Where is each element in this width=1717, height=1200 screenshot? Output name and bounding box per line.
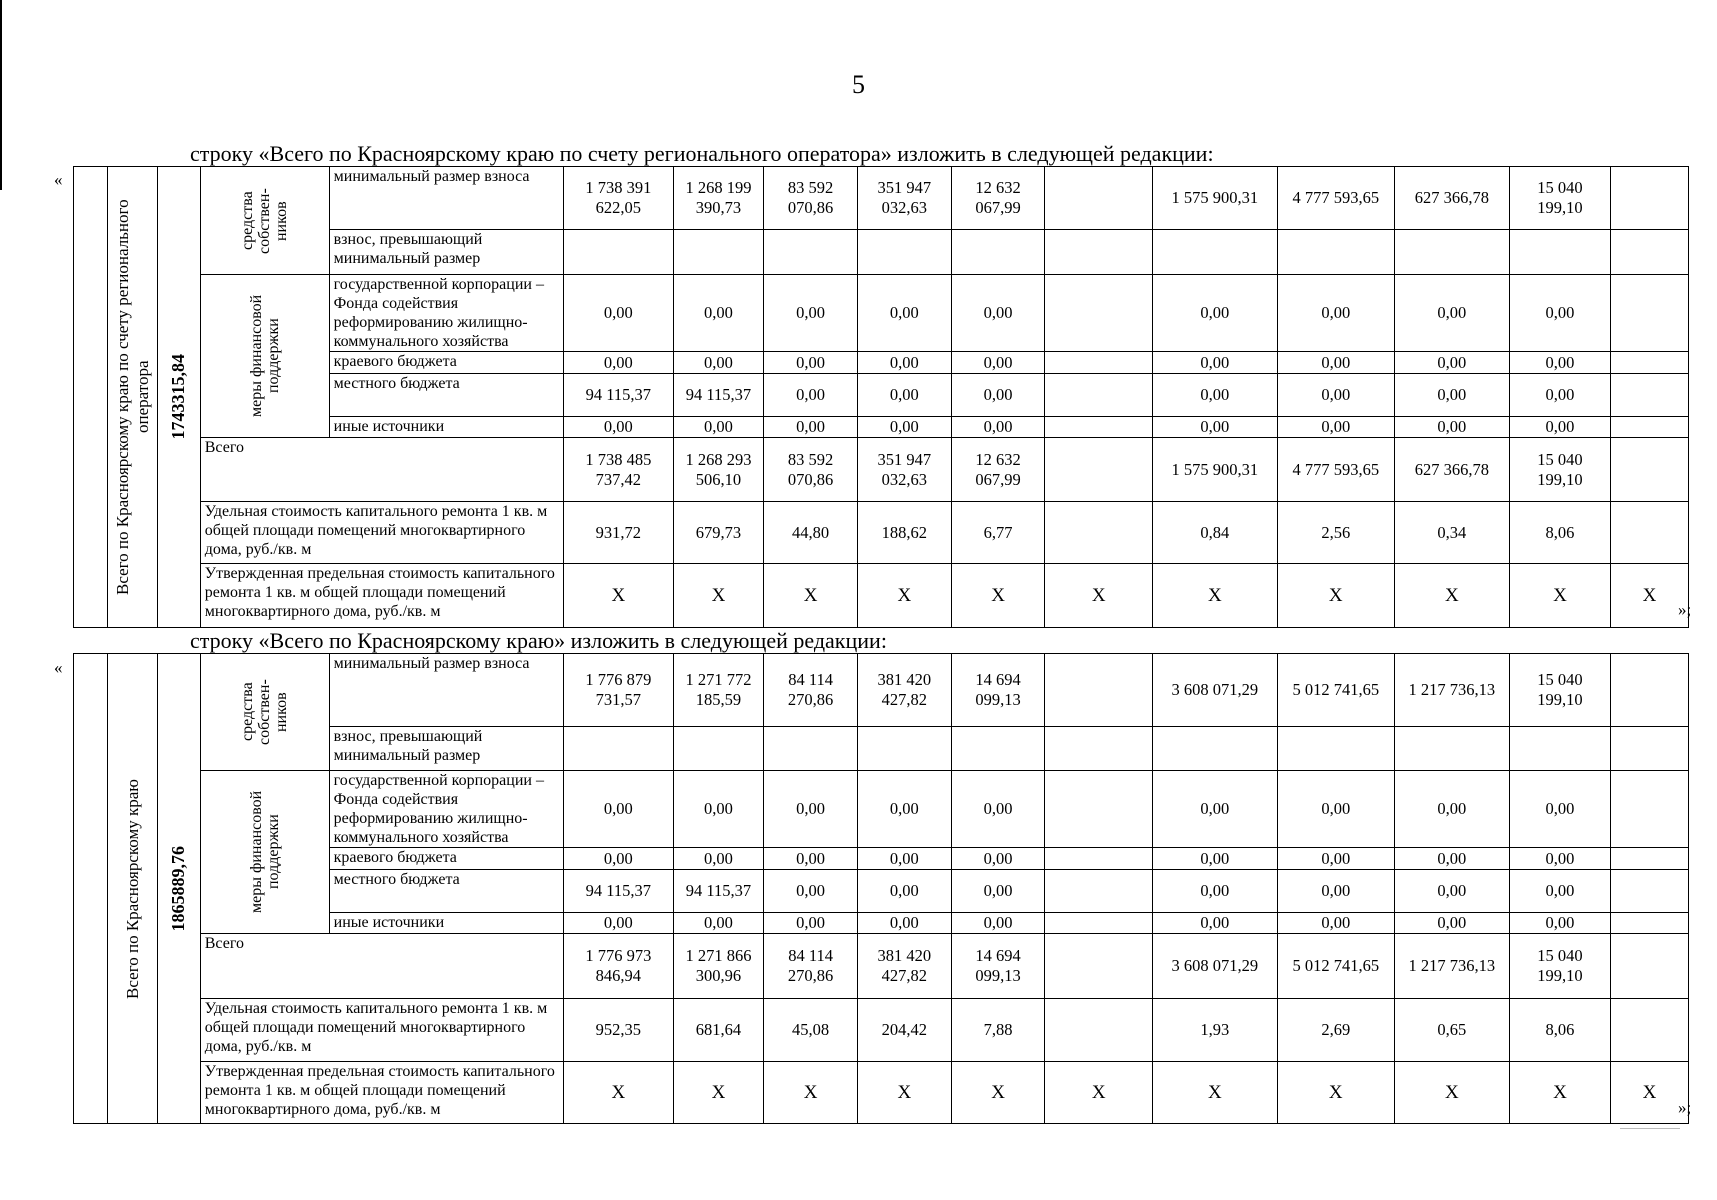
value-cell: 0,00 (1277, 374, 1394, 417)
value-cell: 1 738 391 622,05 (563, 167, 673, 230)
value-cell (673, 230, 764, 275)
section-1-quote-open: « (54, 170, 63, 189)
value-cell: X (1611, 1062, 1689, 1124)
value-cell: 0,00 (1509, 913, 1610, 934)
value-cell (951, 230, 1045, 275)
value-cell: 3 608 071,29 (1153, 654, 1278, 727)
region-label: Всего по Красноярскому краю по счету регионального оператора (112, 199, 152, 595)
value-cell: 681,64 (673, 999, 764, 1062)
value-cell: X (1153, 564, 1278, 628)
code-cell (158, 167, 201, 628)
value-cell: 0,00 (1394, 870, 1509, 913)
value-cell: 12 632 067,99 (951, 438, 1045, 502)
value-cell: 0,00 (1153, 374, 1278, 417)
section-2-table (73, 653, 1692, 1124)
value-cell: 14 694 099,13 (951, 654, 1045, 727)
row-fund (74, 275, 1689, 352)
value-cell (1611, 275, 1689, 352)
value-cell (1611, 502, 1689, 564)
local-label: местного бюджета (329, 374, 563, 417)
code-cell (158, 654, 201, 1124)
value-cell: 351 947 032,63 (857, 167, 951, 230)
value-cell (1611, 934, 1689, 999)
row-total (74, 934, 1689, 999)
support-group-label: меры финансовой поддержки (247, 790, 282, 914)
value-cell: 1 268 293 506,10 (673, 438, 764, 502)
value-cell (1045, 275, 1153, 352)
value-cell (1045, 727, 1153, 771)
value-cell: 1 217 736,13 (1394, 934, 1509, 999)
value-cell: 15 040 199,10 (1509, 934, 1610, 999)
value-cell: 0,00 (1394, 417, 1509, 438)
support-group-label: меры финансовой поддержки (247, 294, 282, 418)
value-cell: 0,00 (1277, 352, 1394, 374)
value-cell: 8,06 (1509, 999, 1610, 1062)
section-1-intro: строку «Всего по Красноярскому краю по счету регионального оператора» изложить в следующей редакции: (190, 141, 1214, 166)
value-cell (1611, 870, 1689, 913)
value-cell (1045, 374, 1153, 417)
value-cell: 1,93 (1153, 999, 1278, 1062)
value-cell: 0,00 (1277, 417, 1394, 438)
value-cell (1611, 374, 1689, 417)
value-cell: X (673, 564, 764, 628)
other-label: иные источники (329, 417, 563, 438)
value-cell: 0,00 (764, 417, 858, 438)
value-cell (1611, 352, 1689, 374)
value-cell: 0,00 (1153, 771, 1278, 848)
value-cell: 83 592 070,86 (764, 167, 858, 230)
local-label: местного бюджета (329, 870, 563, 913)
value-cell: 0,00 (764, 352, 858, 374)
value-cell (1394, 230, 1509, 275)
value-cell: 15 040 199,10 (1509, 167, 1610, 230)
value-cell: 5 012 741,65 (1277, 934, 1394, 999)
value-cell (1277, 230, 1394, 275)
value-cell: 0,00 (857, 275, 951, 352)
value-cell (764, 230, 858, 275)
page-number: 5 (852, 70, 865, 99)
value-cell: 1 575 900,31 (1153, 438, 1278, 502)
value-cell: 84 114 270,86 (764, 654, 858, 727)
fund-label: государственной корпорации – Фонда содействия реформированию жилищно-коммунального хозяйства (329, 771, 563, 848)
value-cell: 0,00 (1277, 771, 1394, 848)
section-1-quote-close: »; (1678, 600, 1692, 619)
value-cell (1611, 999, 1689, 1062)
value-cell: 0,00 (951, 771, 1045, 848)
value-cell: X (857, 564, 951, 628)
region-label-cell (108, 167, 158, 628)
value-cell: 1 217 736,13 (1394, 654, 1509, 727)
unit-cost-label: Удельная стоимость капитального ремонта 1 кв. м общей площади помещений многоквартирного дома, руб./кв. м (200, 502, 563, 564)
value-cell: 0,65 (1394, 999, 1509, 1062)
value-cell (1045, 167, 1153, 230)
value-cell: 0,84 (1153, 502, 1278, 564)
min-fee-label: минимальный размер взноса (329, 654, 563, 727)
value-cell (1045, 771, 1153, 848)
value-cell (1045, 870, 1153, 913)
value-cell: 8,06 (1509, 502, 1610, 564)
value-cell: 0,00 (673, 848, 764, 870)
region-label-cell (108, 654, 158, 1124)
value-cell (1045, 934, 1153, 999)
value-cell: X (1045, 564, 1153, 628)
value-cell: 627 366,78 (1394, 438, 1509, 502)
value-cell (1153, 230, 1278, 275)
value-cell: 0,00 (951, 870, 1045, 913)
blank-col (74, 167, 108, 628)
value-cell: 0,00 (1394, 275, 1509, 352)
value-cell: 351 947 032,63 (857, 438, 951, 502)
value-cell: X (1277, 1062, 1394, 1124)
excess-fee-label: взнос, превышающий минимальный размер (329, 230, 563, 275)
value-cell: 7,88 (951, 999, 1045, 1062)
row-limit-cost (74, 1062, 1689, 1124)
value-cell: 83 592 070,86 (764, 438, 858, 502)
value-cell: 0,00 (1394, 848, 1509, 870)
value-cell: X (951, 564, 1045, 628)
value-cell: 0,00 (1277, 870, 1394, 913)
value-cell: 381 420 427,82 (857, 654, 951, 727)
value-cell: 0,00 (1509, 374, 1610, 417)
value-cell: 5 012 741,65 (1277, 654, 1394, 727)
row-limit-cost (74, 564, 1689, 628)
value-cell: X (1153, 1062, 1278, 1124)
value-cell: 0,00 (673, 913, 764, 934)
value-cell: 0,00 (1394, 374, 1509, 417)
value-cell: 0,00 (563, 848, 673, 870)
value-cell (1611, 438, 1689, 502)
value-cell: 12 632 067,99 (951, 167, 1045, 230)
value-cell: X (1277, 564, 1394, 628)
value-cell: 188,62 (857, 502, 951, 564)
value-cell (764, 727, 858, 771)
value-cell (1045, 913, 1153, 934)
value-cell: 0,00 (764, 870, 858, 913)
value-cell: X (1509, 1062, 1610, 1124)
row-unit-cost (74, 502, 1689, 564)
value-cell: 0,00 (1509, 771, 1610, 848)
value-cell: 44,80 (764, 502, 858, 564)
value-cell: X (857, 1062, 951, 1124)
value-cell: 3 608 071,29 (1153, 934, 1278, 999)
value-cell: 381 420 427,82 (857, 934, 951, 999)
value-cell: 931,72 (563, 502, 673, 564)
unit-cost-label: Удельная стоимость капитального ремонта 1 кв. м общей площади помещений многоквартирного дома, руб./кв. м (200, 999, 563, 1062)
value-cell: 627 366,78 (1394, 167, 1509, 230)
value-cell: 0,00 (764, 913, 858, 934)
row-fund (74, 771, 1689, 848)
value-cell: 0,00 (1394, 352, 1509, 374)
value-cell (1045, 417, 1153, 438)
total-label: Всего (200, 934, 563, 999)
value-cell: 4 777 593,65 (1277, 438, 1394, 502)
value-cell: 0,00 (1394, 771, 1509, 848)
value-cell: 0,00 (1394, 913, 1509, 934)
section-2-quote-close: »; (1678, 1098, 1692, 1117)
value-cell: 0,00 (1509, 848, 1610, 870)
value-cell: 0,00 (673, 771, 764, 848)
value-cell (951, 727, 1045, 771)
value-cell (1045, 502, 1153, 564)
value-cell: 0,00 (857, 771, 951, 848)
value-cell: 94 115,37 (673, 374, 764, 417)
section-1-table (73, 166, 1692, 628)
value-cell: 45,08 (764, 999, 858, 1062)
value-cell: 0,00 (563, 352, 673, 374)
value-cell: 1 776 973 846,94 (563, 934, 673, 999)
value-cell: 0,00 (673, 352, 764, 374)
region-code: 1865889,76 (168, 845, 189, 932)
value-cell: 0,00 (673, 417, 764, 438)
value-cell: 0,00 (857, 352, 951, 374)
value-cell: 94 115,37 (563, 870, 673, 913)
value-cell (1611, 167, 1689, 230)
value-cell: 0,00 (951, 275, 1045, 352)
value-cell (1509, 230, 1610, 275)
value-cell: 2,69 (1277, 999, 1394, 1062)
section-2-intro: строку «Всего по Красноярскому краю» изложить в следующей редакции: (190, 628, 887, 653)
value-cell: 204,42 (857, 999, 951, 1062)
value-cell: 679,73 (673, 502, 764, 564)
value-cell (1045, 438, 1153, 502)
value-cell (1611, 654, 1689, 727)
value-cell: X (764, 1062, 858, 1124)
value-cell: 0,00 (857, 870, 951, 913)
value-cell: 0,00 (563, 771, 673, 848)
excess-fee-label: взнос, превышающий минимальный размер (329, 727, 563, 771)
value-cell: 1 268 199 390,73 (673, 167, 764, 230)
value-cell: 0,00 (951, 352, 1045, 374)
value-cell: 0,00 (951, 848, 1045, 870)
value-cell: X (1611, 564, 1689, 628)
value-cell: 0,00 (951, 913, 1045, 934)
value-cell: X (1394, 564, 1509, 628)
value-cell: 0,00 (1277, 275, 1394, 352)
value-cell: 0,00 (1153, 913, 1278, 934)
value-cell: 0,00 (563, 913, 673, 934)
value-cell: X (1394, 1062, 1509, 1124)
value-cell (1611, 913, 1689, 934)
value-cell: 0,00 (764, 374, 858, 417)
value-cell: 1 776 879 731,57 (563, 654, 673, 727)
value-cell (1611, 230, 1689, 275)
value-cell: 0,00 (857, 848, 951, 870)
value-cell: 0,00 (1153, 352, 1278, 374)
value-cell (563, 727, 673, 771)
scan-artifact-line (1620, 1128, 1680, 1129)
value-cell: 0,00 (857, 374, 951, 417)
value-cell (1611, 771, 1689, 848)
value-cell: X (764, 564, 858, 628)
value-cell: 94 115,37 (673, 870, 764, 913)
other-label: иные источники (329, 913, 563, 934)
value-cell: 0,00 (764, 275, 858, 352)
value-cell (857, 230, 951, 275)
value-cell (1153, 727, 1278, 771)
value-cell: 0,00 (1153, 275, 1278, 352)
value-cell: X (563, 1062, 673, 1124)
support-group-cell (200, 771, 329, 934)
value-cell: 0,00 (1153, 848, 1278, 870)
value-cell: 0,00 (1509, 870, 1610, 913)
value-cell: 2,56 (1277, 502, 1394, 564)
value-cell: 0,00 (1277, 913, 1394, 934)
support-group-cell (200, 275, 329, 438)
region-code: 1743315,84 (168, 354, 189, 440)
value-cell (673, 727, 764, 771)
value-cell: 0,00 (563, 417, 673, 438)
fund-label: государственной корпорации – Фонда содействия реформированию жилищно-коммунального хозяйства (329, 275, 563, 352)
value-cell: 0,34 (1394, 502, 1509, 564)
value-cell: 0,00 (951, 374, 1045, 417)
owners-group-cell (200, 654, 329, 771)
value-cell: 94 115,37 (563, 374, 673, 417)
value-cell (1509, 727, 1610, 771)
value-cell: 0,00 (1509, 352, 1610, 374)
value-cell: X (1509, 564, 1610, 628)
row-unit-cost (74, 999, 1689, 1062)
value-cell: 14 694 099,13 (951, 934, 1045, 999)
row-min-fee (74, 167, 1689, 230)
value-cell: 0,00 (764, 848, 858, 870)
value-cell: 1 575 900,31 (1153, 167, 1278, 230)
value-cell (1611, 848, 1689, 870)
value-cell (857, 727, 951, 771)
limit-cost-label: Утвержденная предельная стоимость капитального ремонта 1 кв. м общей площади помещений многоквартирного дома, руб./кв. м (200, 1062, 563, 1124)
blank-col (74, 654, 108, 1124)
value-cell: X (673, 1062, 764, 1124)
value-cell: X (951, 1062, 1045, 1124)
value-cell: 15 040 199,10 (1509, 438, 1610, 502)
value-cell: 4 777 593,65 (1277, 167, 1394, 230)
regional-label: краевого бюджета (329, 352, 563, 374)
value-cell: 0,00 (857, 913, 951, 934)
value-cell (1277, 727, 1394, 771)
value-cell (1394, 727, 1509, 771)
limit-cost-label: Утвержденная предельная стоимость капитального ремонта 1 кв. м общей площади помещений многоквартирного дома, руб./кв. м (200, 564, 563, 628)
value-cell: 1 271 866 300,96 (673, 934, 764, 999)
owners-group-label: средства собствен-ников (239, 187, 291, 254)
value-cell: 0,00 (673, 275, 764, 352)
value-cell: X (1045, 1062, 1153, 1124)
value-cell (1045, 848, 1153, 870)
value-cell: 0,00 (1153, 417, 1278, 438)
value-cell: 6,77 (951, 502, 1045, 564)
value-cell: 0,00 (1509, 417, 1610, 438)
value-cell: 0,00 (1509, 275, 1610, 352)
total-label: Всего (200, 438, 563, 502)
value-cell: 0,00 (563, 275, 673, 352)
value-cell: 0,00 (1277, 848, 1394, 870)
row-total (74, 438, 1689, 502)
value-cell: 952,35 (563, 999, 673, 1062)
value-cell: 1 738 485 737,42 (563, 438, 673, 502)
region-label: Всего по Красноярскому краю (122, 778, 142, 999)
value-cell: 0,00 (857, 417, 951, 438)
value-cell (1045, 230, 1153, 275)
value-cell (1045, 999, 1153, 1062)
row-min-fee (74, 654, 1689, 727)
value-cell: 0,00 (951, 417, 1045, 438)
value-cell: 15 040 199,10 (1509, 654, 1610, 727)
value-cell (1611, 727, 1689, 771)
value-cell (563, 230, 673, 275)
value-cell: 84 114 270,86 (764, 934, 858, 999)
value-cell (1045, 654, 1153, 727)
value-cell (1045, 352, 1153, 374)
value-cell: 1 271 772 185,59 (673, 654, 764, 727)
regional-label: краевого бюджета (329, 848, 563, 870)
owners-group-cell (200, 167, 329, 275)
value-cell: 0,00 (1153, 870, 1278, 913)
value-cell (1611, 417, 1689, 438)
value-cell: X (563, 564, 673, 628)
owners-group-label: средства собствен-ников (239, 679, 291, 745)
section-2-quote-open: « (54, 658, 63, 677)
value-cell: 0,00 (764, 771, 858, 848)
min-fee-label: минимальный размер взноса (329, 167, 563, 230)
